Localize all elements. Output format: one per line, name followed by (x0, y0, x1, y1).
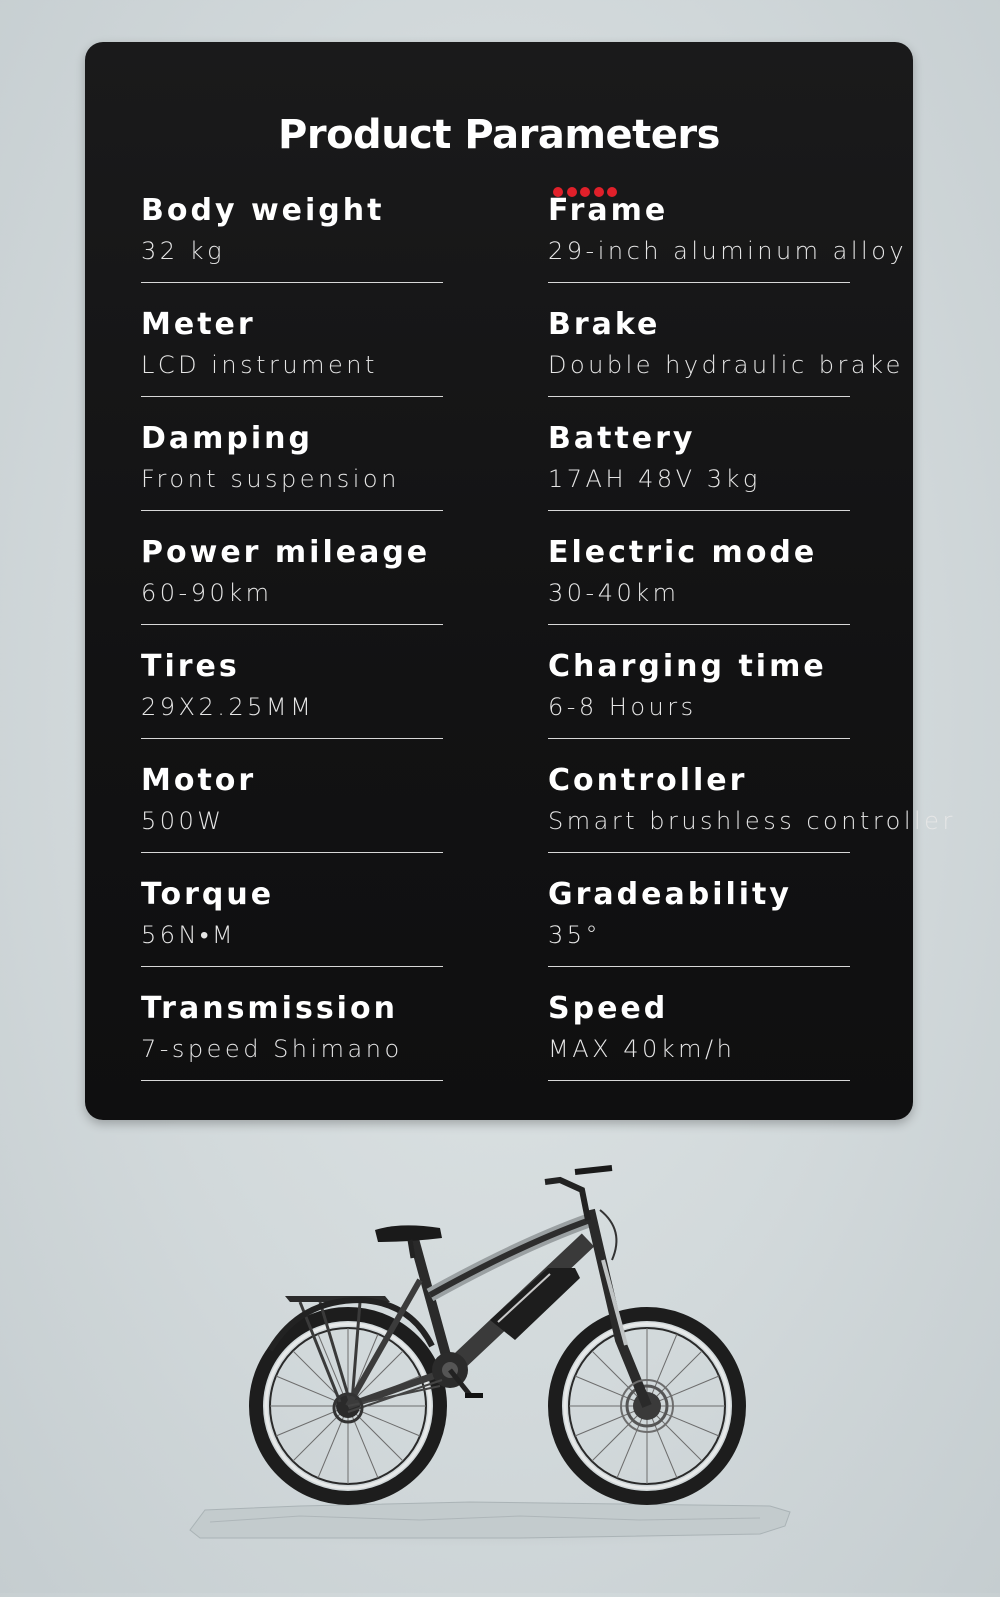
spec-item (548, 877, 848, 991)
spec-value: Front suspension (141, 465, 400, 493)
spec-name: Charging time (548, 649, 827, 684)
spec-item (141, 307, 441, 421)
stone-slab (190, 1502, 790, 1538)
spec-value: Double hydraulic brake (548, 351, 904, 379)
spec-divider (548, 510, 850, 511)
spec-item (141, 877, 441, 991)
spec-value: 7-speed Shimano (141, 1035, 403, 1063)
spec-name: Motor (141, 763, 257, 798)
spec-divider (548, 624, 850, 625)
spec-item (141, 193, 441, 307)
spec-value: MAX 40km/h (548, 1035, 736, 1063)
spec-value: 17AH 48V 3kg (548, 465, 761, 493)
spec-value: LCD instrument (141, 351, 378, 379)
spec-name: Gradeability (548, 877, 792, 912)
spec-divider (548, 852, 850, 853)
spec-value: 500W (141, 807, 225, 835)
spec-divider (141, 966, 443, 967)
spec-value: 35° (548, 921, 602, 949)
spec-name: Brake (548, 307, 661, 342)
bicycle (256, 1168, 739, 1498)
spec-value: 29-inch aluminum alloy (548, 237, 908, 265)
spec-column-left (141, 193, 441, 1105)
spec-item (141, 763, 441, 877)
spec-item (548, 535, 848, 649)
spec-name: Electric mode (548, 535, 818, 570)
page-title: Product Parameters (278, 112, 720, 158)
spec-value: 32 kg (141, 237, 225, 265)
spec-column-right (548, 193, 956, 1105)
spec-item (548, 763, 956, 877)
spec-item (141, 535, 441, 649)
spec-name: Damping (141, 421, 313, 456)
spec-item (141, 421, 441, 535)
spec-divider (141, 624, 443, 625)
spec-value: 6-8 Hours (548, 693, 697, 721)
spec-item (141, 991, 441, 1105)
spec-divider (548, 396, 850, 397)
spec-value: 30-40km (548, 579, 680, 607)
spec-name: Speed (548, 991, 669, 1026)
spec-divider (548, 282, 850, 283)
spec-divider (141, 282, 443, 283)
spec-name: Battery (548, 421, 696, 456)
spec-item (548, 421, 848, 535)
spec-name: Torque (141, 877, 275, 912)
spec-value: 60-90km (141, 579, 273, 607)
spec-item (548, 649, 848, 763)
spec-value: 29X2.25MM (141, 693, 315, 721)
spec-name: Power mileage (141, 535, 431, 570)
spec-name: Controller (548, 763, 748, 798)
bike-image (0, 1150, 1000, 1593)
spec-divider (141, 852, 443, 853)
spec-value: 56N•M (141, 921, 237, 949)
spec-item (548, 991, 848, 1105)
spec-item (141, 649, 441, 763)
spec-name: Body weight (141, 193, 385, 228)
spec-divider (141, 510, 443, 511)
spec-divider (548, 738, 850, 739)
spec-divider (548, 1080, 850, 1081)
spec-name: Meter (141, 307, 256, 342)
spec-name: Tires (141, 649, 240, 684)
spec-item (548, 307, 904, 421)
spec-name: Frame (548, 193, 669, 228)
spec-divider (141, 1080, 443, 1081)
spec-divider (141, 738, 443, 739)
spec-divider (548, 966, 850, 967)
spec-divider (141, 396, 443, 397)
bike-illustration (0, 1150, 1000, 1593)
spec-item (548, 193, 908, 307)
spec-value: Smart brushless controller (548, 807, 956, 835)
spec-name: Transmission (141, 991, 398, 1026)
